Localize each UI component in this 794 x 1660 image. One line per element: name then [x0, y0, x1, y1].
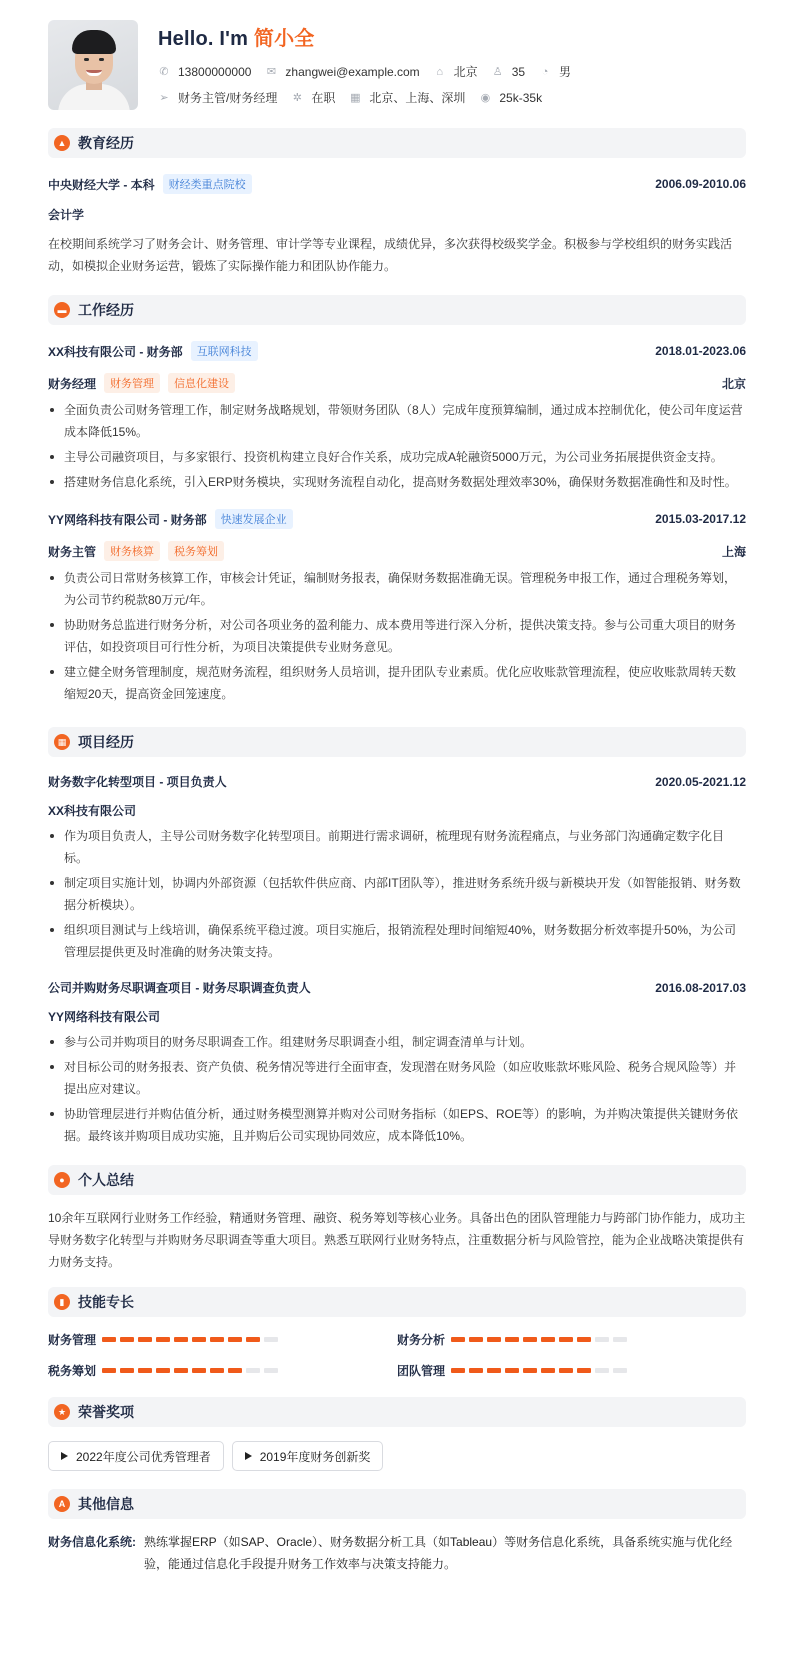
- skill-segment: [156, 1368, 170, 1373]
- skill-name: 团队管理: [397, 1364, 446, 1378]
- skill-segment: [613, 1368, 627, 1373]
- briefcase-icon: ▬: [54, 302, 70, 318]
- project-company: XX科技有限公司: [48, 804, 137, 818]
- skill-segment: [577, 1337, 591, 1342]
- list-item: 主导公司融资项目，与多家银行、投资机构建立良好合作关系，成功完成A轮融资5000万元，为公司业务拓展提供资金支持。: [48, 446, 746, 468]
- skill-segment: [523, 1368, 537, 1373]
- role: 财务主管: [48, 544, 97, 559]
- skill-segment: [120, 1368, 134, 1373]
- skill-segment: [246, 1337, 260, 1342]
- skill-segment: [523, 1337, 537, 1342]
- skill-segment: [102, 1368, 116, 1373]
- work-entry: [48, 509, 746, 705]
- skill-segment: [577, 1368, 591, 1373]
- work-date: 2015.03-2017.12: [655, 512, 746, 526]
- skill-segment: [559, 1337, 573, 1342]
- major: 会计学: [48, 208, 85, 222]
- skill-segment: [264, 1368, 278, 1373]
- project-bullets: [48, 825, 746, 963]
- project-bullets: [48, 1031, 746, 1147]
- work-bullets: [48, 399, 746, 493]
- target-cities: 北京、上海、深圳: [369, 91, 466, 105]
- section-title: 个人总结: [78, 1172, 134, 1188]
- list-item: 组织项目测试与上线培训，确保系统平稳过渡。项目实施后，报销流程处理时间缩短40%，财务数据分析效率提升50%，为公司管理层提供更及时准确的财务决策支持。: [48, 919, 746, 963]
- skill-segment: [505, 1337, 519, 1342]
- skill-segment: [541, 1368, 555, 1373]
- skill-segment: [246, 1368, 260, 1373]
- section-other-header: [48, 1489, 746, 1519]
- company-name: XX科技有限公司 - 财务部: [48, 344, 183, 359]
- school-tag: 财经类重点院校: [163, 174, 252, 194]
- section-title: 教育经历: [78, 135, 134, 151]
- skill-segment: [192, 1337, 206, 1342]
- skill-segment: [174, 1368, 188, 1373]
- skill-tag: 信息化建设: [168, 373, 235, 393]
- section-skills-header: [48, 1287, 746, 1317]
- award-label: 2022年度公司优秀管理者: [76, 1449, 211, 1464]
- skill-segment: [210, 1337, 224, 1342]
- age-icon: ♙: [492, 65, 503, 78]
- skill-segment: [264, 1337, 278, 1342]
- summary-text: 10余年互联网行业财务工作经验，精通财务管理、融资、税务筹划等核心业务。具备出色的团队管理能力与跨部门协作能力，成功主导财务数字化转型与并购财务尽职调查等重大项目。熟悉互联网行业财务特点，注重数据分析与风险管控，能为企业战略决策提供有力财务支持。: [48, 1211, 746, 1269]
- building-icon: ▦: [350, 91, 361, 104]
- position: 财务主管/财务经理: [178, 91, 278, 105]
- skill-segment: [541, 1337, 555, 1342]
- salary-icon: ◉: [480, 91, 491, 104]
- skill-tag: 税务筹划: [168, 541, 224, 561]
- award-icon: ★: [54, 1404, 70, 1420]
- company-name: YY网络科技有限公司 - 财务部: [48, 512, 207, 527]
- skill-segment: [174, 1337, 188, 1342]
- skill-level-bar: [102, 1368, 278, 1373]
- mail-icon: ✉: [266, 65, 277, 78]
- work-date: 2018.01-2023.06: [655, 344, 746, 358]
- list-item: 协助管理层进行并购估值分析，通过财务模型测算并购对公司财务指标（如EPS、ROE等）的影响，为并购决策提供关键财务依据。最终该并购项目成功实施，且并购后公司实现协同效应，成本降低10%。: [48, 1103, 746, 1147]
- skill-item: [48, 1362, 397, 1379]
- skill-segment: [138, 1368, 152, 1373]
- project-date: 2016.08-2017.03: [655, 980, 746, 995]
- skill-tag: 财务管理: [104, 373, 160, 393]
- school-name: 中央财经大学 - 本科: [48, 177, 155, 192]
- section-title: 工作经历: [78, 302, 134, 318]
- greeting-text: Hello. I'm: [158, 28, 249, 50]
- skill-name: 财务分析: [397, 1333, 446, 1347]
- section-work-header: [48, 295, 746, 325]
- skill-segment: [469, 1337, 483, 1342]
- section-title: 其他信息: [78, 1496, 134, 1512]
- salary: 25k-35k: [499, 90, 543, 105]
- list-item: 全面负责公司财务管理工作，制定财务战略规划，带领财务团队（8人）完成年度预算编制，通过成本控制优化，使公司年度运营成本降低15%。: [48, 399, 746, 443]
- work-entry: [48, 341, 746, 493]
- section-title: 荣誉奖项: [78, 1404, 134, 1420]
- job-icon: ➢: [159, 91, 169, 104]
- chart-icon: ▮: [54, 1294, 70, 1310]
- skill-segment: [469, 1368, 483, 1373]
- list-item: 负责公司日常财务核算工作，审核会计凭证，编制财务报表，确保财务数据准确无误。管理税务申报工作，通过合理税务筹划，为公司节约税款80万元/年。: [48, 567, 746, 611]
- header-info: [158, 20, 585, 106]
- list-item: 作为项目负责人，主导公司财务数字化转型项目。前期进行需求调研，梳理现有财务流程痛点，与业务部门沟通确定数字化目标。: [48, 825, 746, 869]
- work-bullets: [48, 567, 746, 705]
- skill-name: 税务筹划: [48, 1364, 97, 1378]
- project-entry: [48, 979, 746, 1147]
- skill-segment: [228, 1368, 242, 1373]
- award-item: [48, 1441, 224, 1471]
- education-date: 2006.09-2010.06: [655, 177, 746, 191]
- section-title: 技能专长: [78, 1294, 134, 1310]
- list-item: 建立健全财务管理制度，规范财务流程，组织财务人员培训，提升团队专业素质。优化应收账款管理流程，使应收账款周转天数缩短20天，提高资金回笼速度。: [48, 661, 746, 705]
- section-summary-header: [48, 1165, 746, 1195]
- award-item: [232, 1441, 384, 1471]
- status: 在职: [311, 91, 336, 105]
- phone-icon: ✆: [159, 65, 169, 78]
- other-label: 财务信息化系统:: [48, 1535, 136, 1549]
- skill-level-bar: [451, 1368, 627, 1373]
- skill-segment: [102, 1337, 116, 1342]
- grid-icon: ▦: [54, 734, 70, 750]
- avatar: [48, 20, 138, 110]
- skill-segment: [559, 1368, 573, 1373]
- other-text: 熟练掌握ERP（如SAP、Oracle）、财务数据分析工具（如Tableau）等财务信息化系统，具备系统实施与优化经验，能通过信息化手段提升财务工作效率与决策支持能力。: [144, 1535, 733, 1571]
- home-icon: ⌂: [436, 65, 443, 78]
- email: zhangwei@example.com: [285, 64, 420, 79]
- skill-segment: [487, 1368, 501, 1373]
- skill-segment: [487, 1337, 501, 1342]
- project-company: YY网络科技有限公司: [48, 1010, 161, 1024]
- user-icon: ●: [54, 1172, 70, 1188]
- project-date: 2020.05-2021.12: [655, 774, 746, 789]
- play-icon: [61, 1452, 68, 1460]
- job-row: [158, 89, 585, 106]
- skill-level-bar: [102, 1337, 278, 1342]
- skills-grid: [48, 1331, 746, 1379]
- resume-header: [48, 20, 746, 110]
- section-projects-header: [48, 727, 746, 757]
- project-name: 财务数字化转型项目 - 项目负责人: [48, 775, 227, 789]
- other-info: [48, 1531, 746, 1575]
- skill-segment: [505, 1368, 519, 1373]
- skill-segment: [228, 1337, 242, 1342]
- work-location: 上海: [721, 544, 746, 559]
- skill-item: [397, 1331, 746, 1348]
- section-title: 项目经历: [78, 734, 134, 750]
- section-awards-header: [48, 1397, 746, 1427]
- skill-segment: [451, 1368, 465, 1373]
- greeting: [158, 22, 585, 51]
- candidate-name: 简小全: [253, 28, 315, 50]
- company-tag: 互联网科技: [191, 341, 258, 361]
- skill-item: [397, 1362, 746, 1379]
- role: 财务经理: [48, 376, 97, 391]
- info-icon: A: [54, 1496, 70, 1512]
- company-tag: 快速发展企业: [215, 509, 293, 529]
- skill-name: 财务管理: [48, 1333, 97, 1347]
- skill-tag: 财务核算: [104, 541, 160, 561]
- phone: 13800000000: [178, 64, 252, 79]
- list-item: 制定项目实施计划，协调内外部资源（包括软件供应商、内部IT团队等），推进财务系统升级与新模块开发（如智能报销、财务数据分析模块）。: [48, 872, 746, 916]
- awards-list: [48, 1441, 746, 1471]
- skill-segment: [613, 1337, 627, 1342]
- skill-segment: [192, 1368, 206, 1373]
- skill-segment: [138, 1337, 152, 1342]
- contact-row: [158, 63, 585, 80]
- graduation-cap-icon: ▲: [54, 135, 70, 151]
- skill-segment: [120, 1337, 134, 1342]
- skill-segment: [451, 1337, 465, 1342]
- list-item: 协助财务总监进行财务分析，对公司各项业务的盈利能力、成本费用等进行深入分析，提供决策支持。参与公司重大项目的财务评估，如投资项目可行性分析，为项目决策提供专业财务意见。: [48, 614, 746, 658]
- award-label: 2019年度财务创新奖: [259, 1449, 371, 1464]
- list-item: 对目标公司的财务报表、资产负债、税务情况等进行全面审查，发现潜在财务风险（如应收账款坏账风险、税务合规风险等）并提出应对建议。: [48, 1056, 746, 1100]
- city: 北京: [453, 65, 478, 79]
- project-name: 公司并购财务尽职调查项目 - 财务尽职调查负责人: [48, 981, 311, 995]
- gender: 男: [559, 65, 572, 79]
- skill-level-bar: [451, 1337, 627, 1342]
- section-education-header: [48, 128, 746, 158]
- age: 35: [511, 64, 526, 79]
- education-desc: 在校期间系统学习了财务会计、财务管理、审计学等专业课程，成绩优异，多次获得校级奖学金。积极参与学校组织的财务实践活动，如模拟企业财务运营，锻炼了实际操作能力和团队协作能力。: [48, 237, 733, 273]
- skill-segment: [595, 1337, 609, 1342]
- skill-segment: [595, 1368, 609, 1373]
- education-entry: [48, 174, 746, 277]
- status-icon: ✲: [292, 91, 302, 104]
- play-icon: [245, 1452, 252, 1460]
- skill-item: [48, 1331, 397, 1348]
- list-item: 搭建财务信息化系统，引入ERP财务模块，实现财务流程自动化，提高财务数据处理效率30%，确保财务数据准确性和及时性。: [48, 471, 746, 493]
- work-location: 北京: [721, 376, 746, 391]
- gender-icon: ◔: [541, 65, 549, 78]
- project-entry: [48, 773, 746, 963]
- skill-segment: [210, 1368, 224, 1373]
- list-item: 参与公司并购项目的财务尽职调查工作。组建财务尽职调查小组，制定调查清单与计划。: [48, 1031, 746, 1053]
- skill-segment: [156, 1337, 170, 1342]
